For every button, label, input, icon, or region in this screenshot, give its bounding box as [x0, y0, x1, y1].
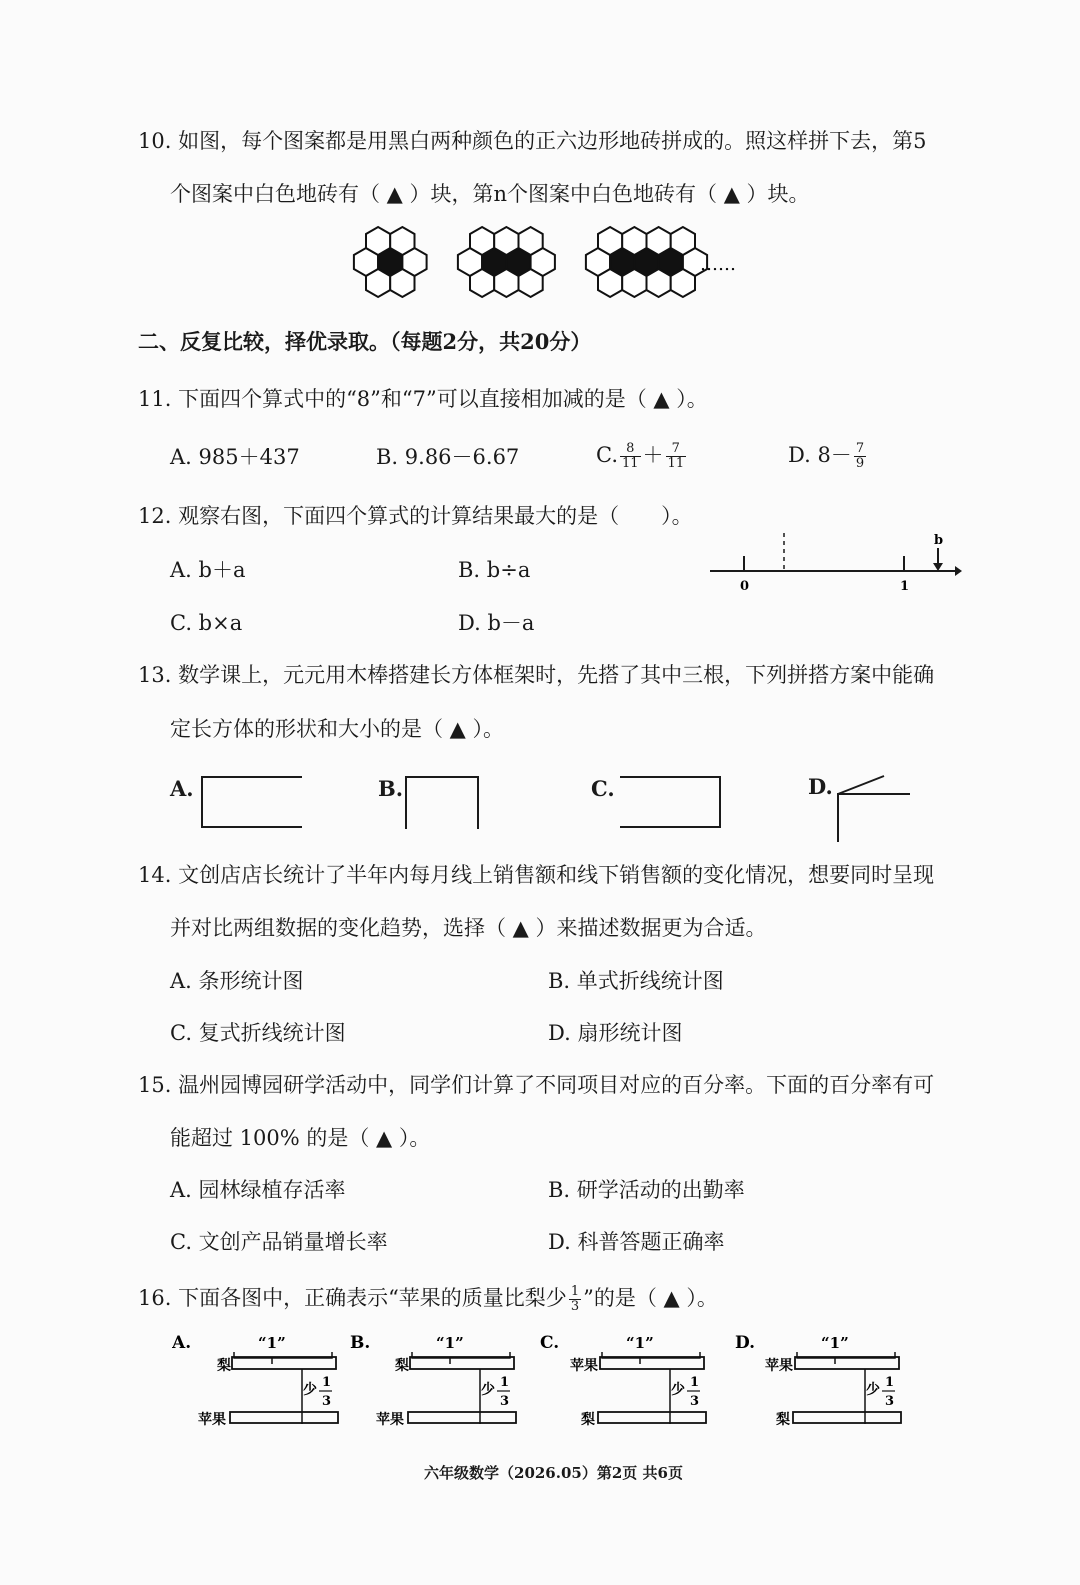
q11-d-prefix: D. 8－ [788, 443, 852, 467]
q16-figure-a [172, 1328, 352, 1434]
point-b-arrow [933, 563, 943, 571]
number-line-figure [700, 528, 965, 598]
option-letter: A. [172, 1333, 192, 1353]
option-letter: C. [540, 1333, 560, 1353]
bottom-bar [598, 1412, 706, 1423]
q15-option-a: A. 园林绿植存活率 [170, 1178, 346, 1202]
white-hexagon-tile [598, 269, 622, 297]
q13-option-d: D. [808, 774, 833, 799]
section-heading: 二、反复比较，择优录取。（每题2分，共20分） [138, 329, 592, 354]
fraction: $\frac{1}{3}$ [570, 1284, 580, 1314]
fraction-denominator: 3 [885, 1394, 895, 1409]
q14-option-a: A. 条形统计图 [170, 969, 304, 993]
top-bar-label: 梨 [395, 1358, 409, 1374]
q13-option-c: C. [591, 776, 615, 801]
q11-c-operator: ＋ [642, 443, 664, 467]
q15-option-c: C. 文创产品销量增长率 [170, 1230, 388, 1254]
q12-stem: 12. 观察右图，下面四个算式的计算结果最大的是（ ）。 [138, 504, 693, 528]
whole-label: “1” [821, 1334, 849, 1352]
hexagon-pattern-figure [350, 222, 750, 304]
fraction: $\frac{7}{11}$ [667, 441, 685, 471]
q13-figure-d [832, 772, 917, 846]
fraction-numerator: 1 [690, 1375, 700, 1390]
q12-option-a: A. b＋a [170, 558, 246, 582]
white-hexagon-tile [598, 227, 622, 255]
q14-line1: 14. 文创店店长统计了半年内每月线上销售额和线下销售额的变化情况，想要同时呈现 [138, 863, 935, 887]
q12-option-d: D. b－a [458, 611, 535, 635]
option-letter: D. [735, 1333, 756, 1353]
fraction-numerator: 1 [322, 1375, 332, 1390]
q10-line2: 个图案中白色地砖有（ ▲ ）块，第n个图案中白色地砖有（ ▲ ）块。 [170, 182, 810, 206]
q14-option-c: C. 复式折线统计图 [170, 1021, 346, 1045]
q11-option-a: A. 985＋437 [170, 445, 300, 469]
white-hexagon-tile [470, 227, 494, 255]
q15-line2: 能超过 100% 的是（ ▲ ）。 [170, 1126, 431, 1150]
bottom-bar-label: 梨 [581, 1412, 595, 1428]
q13-figure-c [616, 774, 726, 832]
q12-option-b: B. b÷a [458, 558, 531, 582]
whole-label: “1” [436, 1334, 464, 1352]
less-label: 少 [303, 1382, 317, 1398]
bar-diagram [172, 1328, 352, 1430]
q15-option-d: D. 科普答题正确率 [548, 1230, 725, 1254]
q12-option-c: C. b×a [170, 611, 243, 635]
top-bar-label: 苹果 [570, 1358, 598, 1374]
q13-option-a: A. [170, 776, 194, 801]
q15-line1: 15. 温州园博园研学活动中，同学们计算了不同项目对应的百分率。下面的百分率有可 [138, 1073, 935, 1097]
top-bar-label: 苹果 [765, 1358, 793, 1374]
bottom-bar [793, 1412, 901, 1423]
white-hexagon-tile [519, 269, 543, 297]
q15-option-b: B. 研学活动的出勤率 [548, 1178, 745, 1202]
q16-stem-post: ”的是（ ▲ ）。 [583, 1286, 718, 1310]
q16-figure-b [350, 1328, 530, 1434]
white-hexagon-tile [366, 227, 390, 255]
bar-diagram [350, 1328, 530, 1430]
q11-c-prefix: C. [596, 443, 618, 467]
bottom-bar [230, 1412, 338, 1423]
fraction: $\frac{7}{9}$ [855, 441, 865, 471]
top-bar [795, 1357, 899, 1369]
white-hexagon-tile [494, 269, 518, 297]
axis-label-0: 0 [740, 579, 750, 594]
q13-line1: 13. 数学课上，元元用木棒搭建长方体框架时，先搭了其中三根，下列拼搭方案中能确 [138, 663, 935, 687]
fraction-denominator: 3 [322, 1394, 332, 1409]
q13-line2: 定长方体的形状和大小的是（ ▲ ）。 [170, 717, 504, 741]
q11-option-b: B. 9.86－6.67 [376, 445, 520, 469]
q13-figure-a [198, 774, 308, 832]
bar-diagram [735, 1328, 915, 1430]
q16-stem-pre: 16. 下面各图中，正确表示“苹果的质量比梨少 [138, 1286, 567, 1310]
fraction-numerator: 1 [885, 1375, 895, 1390]
white-hexagon-tile [647, 227, 671, 255]
top-bar [232, 1357, 336, 1369]
q11-option-d [788, 440, 868, 471]
less-label: 少 [671, 1382, 685, 1398]
q16-figure-d [735, 1328, 915, 1434]
white-hexagon-tile [390, 227, 414, 255]
fraction: $\frac{8}{11}$ [622, 441, 639, 471]
top-bar [410, 1357, 514, 1369]
axis-label-1: 1 [900, 579, 910, 594]
white-hexagon-tile [622, 227, 646, 255]
hexagon-tiles [354, 227, 707, 297]
white-hexagon-tile [671, 269, 695, 297]
q13-option-b: B. [378, 776, 404, 801]
q16-figure-c [540, 1328, 720, 1434]
top-bar-label: 梨 [217, 1358, 231, 1374]
q14-option-b: B. 单式折线统计图 [548, 969, 724, 993]
q16-stem [138, 1283, 718, 1314]
axis-label-b: b [934, 533, 944, 548]
white-hexagon-tile [519, 227, 543, 255]
less-label: 少 [481, 1382, 495, 1398]
whole-label: “1” [626, 1334, 654, 1352]
fraction-denominator: 3 [690, 1394, 700, 1409]
white-hexagon-tile [390, 269, 414, 297]
fraction-numerator: 1 [500, 1375, 510, 1390]
fraction-denominator: 3 [500, 1394, 510, 1409]
q14-line2: 并对比两组数据的变化趋势，选择（ ▲ ）来描述数据更为合适。 [170, 916, 767, 940]
bottom-bar-label: 苹果 [376, 1412, 404, 1428]
q10-line1: 10. 如图，每个图案都是用黑白两种颜色的正六边形地砖拼成的。照这样拼下去，第5 [138, 129, 927, 153]
white-hexagon-tile [494, 227, 518, 255]
less-label: 少 [866, 1382, 880, 1398]
white-hexagon-tile [622, 269, 646, 297]
ellipsis: …… [700, 254, 736, 275]
white-hexagon-tile [671, 227, 695, 255]
white-hexagon-tile [366, 269, 390, 297]
page-footer: 六年级数学（2026.05）第2页 共6页 [424, 1464, 683, 1482]
q14-option-d: D. 扇形统计图 [548, 1021, 683, 1045]
whole-label: “1” [258, 1334, 286, 1352]
top-bar [600, 1357, 704, 1369]
option-letter: B. [350, 1333, 371, 1353]
white-hexagon-tile [647, 269, 671, 297]
white-hexagon-tile [470, 269, 494, 297]
bar-diagram [540, 1328, 720, 1430]
q11-stem: 11. 下面四个算式中的“8”和“7”可以直接相加减的是（ ▲ ）。 [138, 387, 708, 411]
axis-arrow [955, 566, 962, 576]
bottom-bar-label: 苹果 [198, 1412, 226, 1428]
q11-option-c [596, 440, 688, 471]
q13-figure-b [402, 774, 482, 832]
bottom-bar-label: 梨 [776, 1412, 790, 1428]
bottom-bar [408, 1412, 516, 1423]
